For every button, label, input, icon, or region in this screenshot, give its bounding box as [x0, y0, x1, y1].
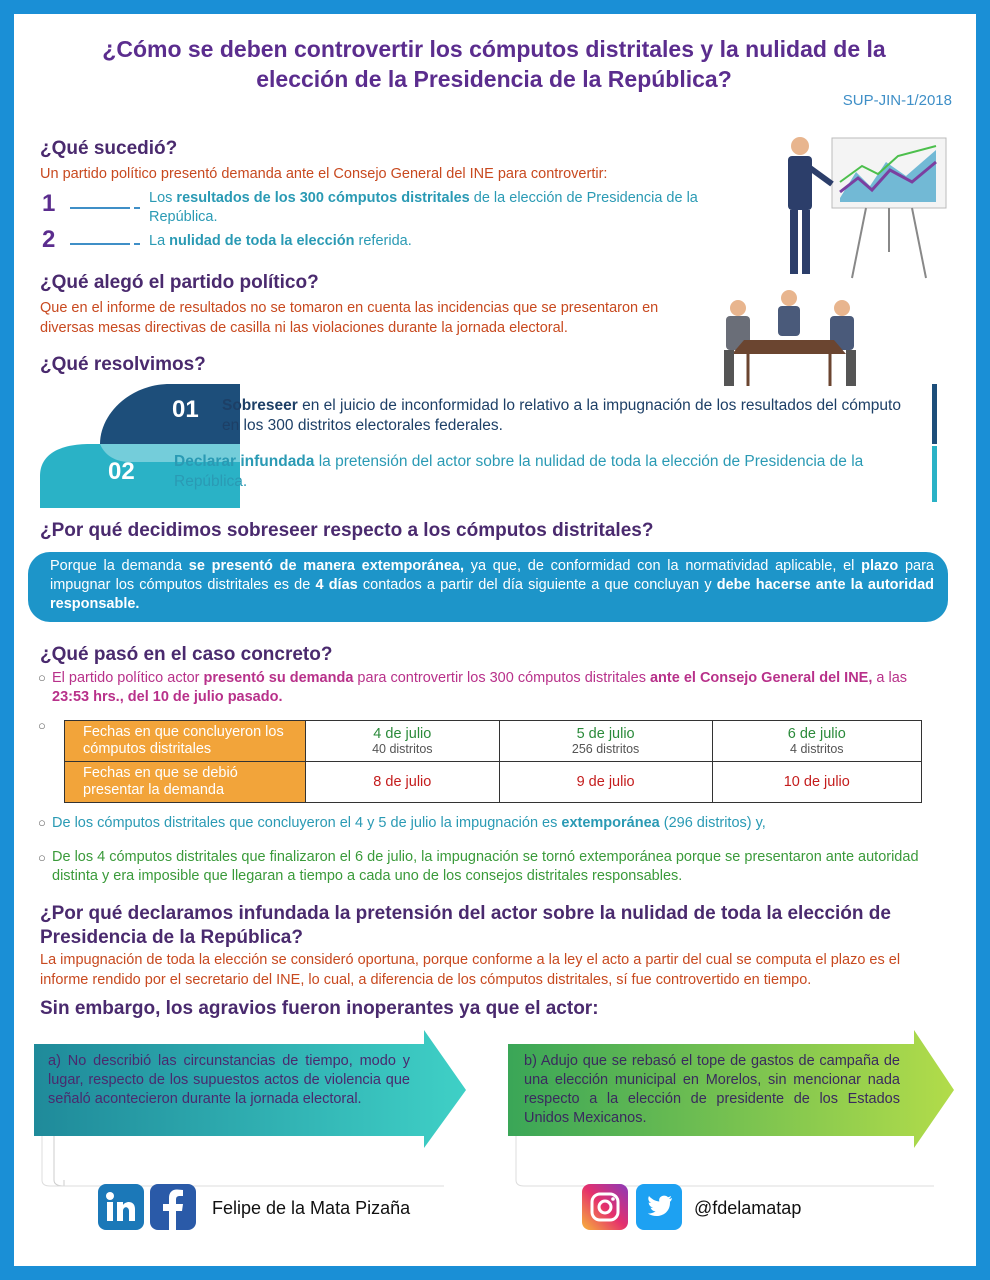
caso-bullet-1	[52, 669, 932, 707]
q2-text: Que en el informe de resultados no se tomaron en cuenta las incidencias que se presentaron en diversas mesas directivas de casilla ni las violaciones durante la jornada electoral.	[40, 300, 659, 336]
caso-bullet-3	[52, 814, 932, 833]
item-dash-1b	[134, 207, 140, 209]
page-title: ¿Cómo se deben controvertir los cómputos distritales y la nulidad de la elección de la Presidencia de la República?	[102, 36, 886, 92]
table-row	[65, 721, 922, 762]
instagram-icon[interactable]	[582, 1184, 628, 1230]
heading-que-alego: ¿Qué alegó el partido político?	[40, 272, 319, 293]
item1-text-c: de la elección de Presidencia de la República.	[149, 190, 698, 225]
heading-por-que-sobreseer: ¿Por qué decidimos sobreseer respecto a los cómputos distritales?	[40, 520, 654, 541]
resolution-1-text	[222, 396, 912, 436]
reason-t5: para impugnar los cómputos distritales es de	[50, 558, 934, 593]
q1-intro: Un partido político presentó demanda ante el Consejo General del INE para controvertir:	[40, 166, 608, 182]
linkedin-icon[interactable]	[98, 1184, 144, 1230]
heading-caso-concreto: ¿Qué pasó en el caso concreto?	[40, 644, 333, 665]
infographic-page	[14, 14, 976, 1266]
cell-districts: 40 distritos	[372, 742, 433, 756]
reason-t7: contados a partir del día siguiente a que concluyan y	[357, 577, 717, 593]
footer-name: Felipe de la Mata Pizaña	[212, 1198, 411, 1218]
b1-e: a las	[872, 670, 908, 686]
b1-d: ante el Consejo General del INE,	[649, 670, 873, 686]
footer-handle: @fdelamatap	[694, 1198, 802, 1218]
caso-bullet-4: De los 4 cómputos distritales que finalizaron el 6 de julio, la impugnación se tornó extemporánea porque se presentaron ante autoridad distinta y era imposible que llegaran a tiempo a cada uno de los consejos distritales responsables.	[52, 849, 919, 884]
item2-text-b: nulidad de toda la elección	[169, 233, 355, 249]
resolution-2-rest: la pretensión del actor sobre la nulidad de toda la elección de Presidencia de la República.	[174, 453, 864, 490]
item1-text-b: resultados de los 300 cómputos distritales	[176, 190, 470, 206]
twitter-icon[interactable]	[636, 1184, 682, 1230]
cell-date: 5 de julio	[576, 726, 635, 742]
facebook-icon[interactable]	[150, 1184, 196, 1230]
item-dash-2b	[134, 243, 140, 245]
table-cell: 8 de julio	[306, 762, 500, 803]
b2-b: extemporánea	[561, 815, 660, 831]
heading-por-que-infundada: ¿Por qué declaramos infundada la pretensión del actor sobre la nulidad de toda la elección de Presidencia de la República?	[40, 903, 891, 948]
bullet-circle-4: ○	[38, 850, 46, 865]
item-dash-2	[70, 243, 130, 245]
resolution-2-bold: Declarar infundada	[174, 453, 315, 470]
heading-que-sucedio: ¿Qué sucedió?	[40, 138, 178, 159]
b2-c: (296 distritos) y,	[659, 815, 766, 831]
item-number-1: 1	[42, 190, 56, 217]
reason-t2: se presentó de manera extemporánea,	[188, 558, 464, 574]
reason-t6: 4 días	[315, 577, 358, 593]
agravio-b: b) Adujo que se rebasó el tope de gastos de campaña de una elección municipal en Morelos, sin mencionar nada respecto a la elección de presidente de los Estados Unidos Mexicanos.	[524, 1053, 900, 1126]
b2-a: De los cómputos distritales que concluyeron el 4 y 5 de julio la impugnación es	[52, 815, 562, 831]
resolution-number-02: 02	[108, 458, 135, 485]
case-reference: SUP-JIN-1/2018	[842, 92, 952, 109]
meeting-illustration	[714, 284, 864, 394]
item-number-2: 2	[42, 226, 56, 253]
table-cell	[499, 721, 712, 762]
table-cell: 10 de julio	[712, 762, 921, 803]
table-cell	[306, 721, 500, 762]
b1-b: presentó su demanda	[203, 670, 354, 686]
cell-districts: 256 distritos	[571, 742, 640, 756]
b1-c: para controvertir los 300 cómputos distritales	[353, 670, 650, 686]
row-header-concluyeron: Fechas en que concluyeron los cómputos distritales	[65, 721, 306, 762]
item2-text-c: referida.	[354, 233, 412, 249]
reason-t1: Porque la demanda	[50, 558, 189, 574]
cell-date: 4 de julio	[373, 726, 432, 742]
resolution-2-bar	[932, 446, 937, 502]
sin-embargo-heading: Sin embargo, los agravios fueron inoperantes ya que el actor:	[40, 998, 599, 1019]
q1-item2	[149, 232, 739, 251]
table-row	[65, 762, 922, 803]
bullet-circle-3: ○	[38, 815, 46, 830]
reason-t3: ya que, de conformidad con la normatividad aplicable, el	[463, 558, 862, 574]
cell-date: 6 de julio	[787, 726, 846, 742]
sobreseer-reason-text	[50, 557, 934, 614]
reason-t4: plazo	[861, 558, 899, 574]
item2-text-a: La	[149, 233, 170, 249]
b1-f: 23:53 hrs.	[52, 689, 120, 705]
bullet-circle-1: ○	[38, 670, 46, 685]
bullet-circle-2: ○	[38, 718, 46, 733]
heading-que-resolvimos: ¿Qué resolvimos?	[40, 354, 206, 375]
item-dash-1	[70, 207, 130, 209]
infundada-text: La impugnación de toda la elección se consideró oportuna, porque conforme a la ley el acto a partir del cual se computa el plazo es el informe rendido por el secretario del INE, lo cual, a diferencia de los cómputos distritales, sí fue controvertido en tiempo.	[40, 952, 901, 988]
reason-t8: debe hacerse ante la autoridad responsable.	[50, 577, 934, 612]
resolution-1-bar	[932, 384, 937, 444]
fechas-table	[64, 720, 922, 803]
table-cell	[712, 721, 921, 762]
resolution-1-bold: Sobreseer	[222, 397, 298, 414]
agravio-a: a) No describió las circunstancias de tiempo, modo y lugar, respecto de los supuestos actos de violencia que señaló acontecieron durante la jornada electoral.	[48, 1053, 410, 1107]
b1-a: El partido político actor	[52, 670, 204, 686]
presenter-chart-illustration	[766, 132, 956, 282]
resolution-2-text	[174, 452, 914, 492]
resolution-number-01: 01	[172, 396, 199, 423]
item1-text-a: Los	[149, 190, 177, 206]
resolution-1-rest: en el juicio de inconformidad lo relativo a la impugnación de los resultados del cómputo en los 300 distritos electorales federales.	[222, 397, 901, 434]
table-cell: 9 de julio	[499, 762, 712, 803]
q1-item1	[149, 189, 739, 227]
b1-g: , del 10 de julio pasado.	[119, 689, 283, 705]
row-header-debio-presentar: Fechas en que se debió presentar la demanda	[65, 762, 306, 803]
cell-districts: 4 distritos	[790, 742, 844, 756]
